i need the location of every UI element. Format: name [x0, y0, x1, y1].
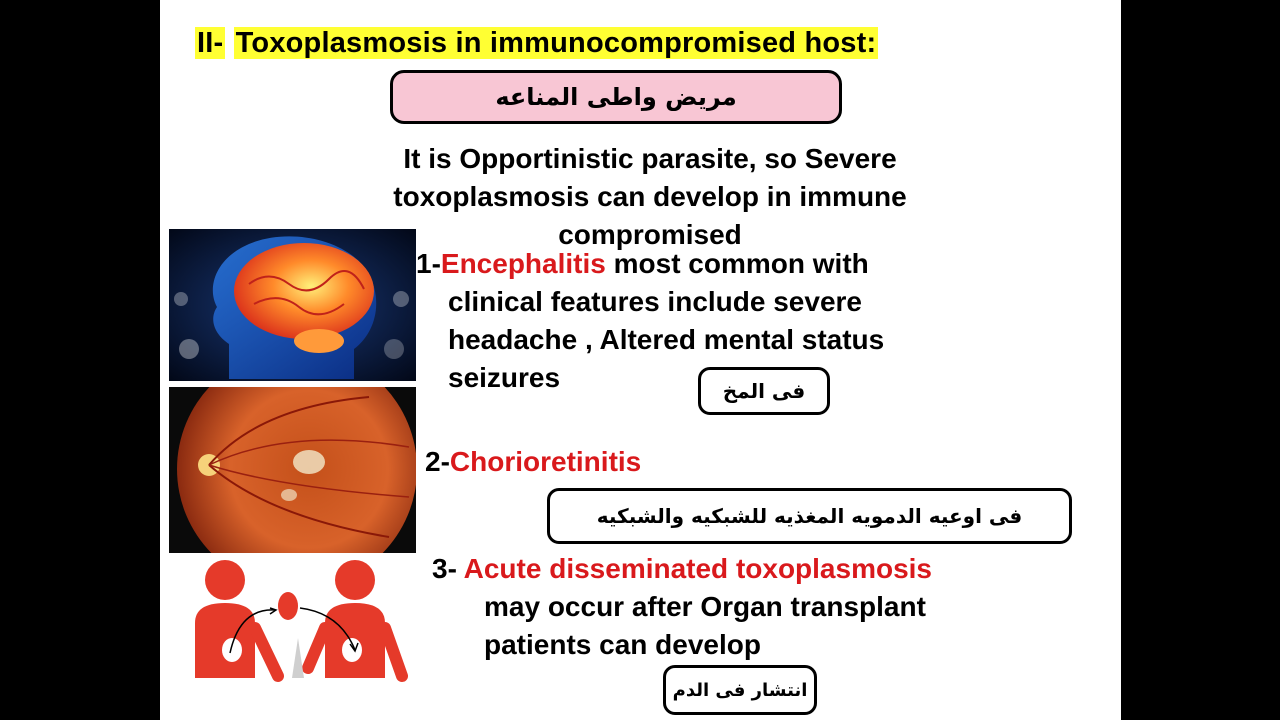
point-1-line-2: clinical features include severe: [448, 286, 862, 317]
point-3-term: Acute disseminated toxoplasmosis: [463, 553, 932, 584]
point-1-line-1: [416, 245, 869, 283]
point-1-number: 1-: [416, 248, 441, 279]
point-1-line-4: seizures: [448, 362, 561, 393]
point-3-arabic-note: انتشار فى الدم: [663, 665, 817, 715]
point-2-line-1: [425, 443, 641, 481]
slide: [160, 0, 1121, 720]
point-2-arabic-note: فى اوعيه الدمويه المغذيه للشبكيه والشبكيه: [547, 488, 1072, 544]
point-3-line-1: [432, 550, 932, 588]
point-3-line-3: patients can develop: [484, 629, 761, 660]
brain-image: [169, 229, 416, 381]
point-1-term: Encephalitis: [440, 248, 606, 279]
point-2-term: Chorioretinitis: [449, 446, 642, 477]
intro-line-1: It is Opportinistic parasite, so Severe: [403, 143, 897, 174]
arabic-header-box: مريض واطى المناعه: [390, 70, 842, 124]
title-numeral: II-: [197, 27, 224, 59]
point-3-line-2: may occur after Organ transplant: [484, 591, 926, 622]
slide-title: [195, 24, 878, 62]
intro-line-2: toxoplasmosis can develop in immune: [393, 181, 907, 212]
point-3-number: 3-: [432, 553, 464, 584]
point-1-rest: most common with: [605, 248, 869, 279]
intro-line-3: compromised: [558, 219, 742, 250]
point-1-arabic-note: فى المخ: [698, 367, 830, 415]
point-2-number: 2-: [425, 446, 450, 477]
title-text: Toxoplasmosis in immunocompromised host:: [235, 27, 877, 59]
transplant-image: [190, 558, 415, 683]
retina-image: [169, 387, 416, 553]
point-1-line-3: headache , Altered mental status: [448, 324, 885, 355]
